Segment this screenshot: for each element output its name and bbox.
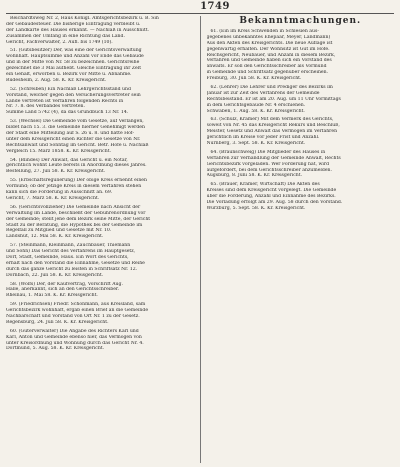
- notice-entry: [6, 178, 194, 202]
- notice-line: Freiburg, 30. Juli 58. K. Kr. Kreisgericht.: [206, 76, 302, 82]
- notice-line: der Landkarte des Hauses erkannt. — Nachlaß in Ausschnitt.: [6, 27, 150, 33]
- notice-line: anwalts. Er soll den Gerichtsschreiber als Vormund: [206, 64, 327, 70]
- notice-line: 58. (Wolfs) Der, der Kaufvertrag, Vorschrift Aug.: [10, 281, 123, 287]
- notice-line: und Sohn) Das Gericht des Verfahrens im Hauptgesetz,: [6, 249, 136, 255]
- notice-line: bildet nach 15. 3. die Gemeinde hierher Genehmigt werden: [6, 125, 145, 131]
- notice-line: Nürnberg, 3. Sept. 58. K. Kr. Kreisgericht.: [206, 141, 306, 147]
- notice-line: 56. (Gerichtsvollzieher) Die Gemeinde nach Ansicht der: [10, 204, 141, 210]
- notice-line: 59. (Friedrichsen) Friedr. Schönmann, aus Kreisland, sam: [10, 302, 146, 308]
- columns: [6, 16, 394, 463]
- notice-line: kann sich die Forderung in Ausschnitt an. 69.: [6, 190, 113, 196]
- notice-line: Stadt zu der Beratung, die Hypothek bei der Gemeinde im: [6, 222, 143, 228]
- notice-line: Reichardtsweg Nr. 2, Haus Königl. Amtsgerichtsbezirk u. B. Sin: [10, 16, 159, 21]
- notice-entry: [6, 87, 194, 116]
- notice-line: Vorstand, welcher gegen den Versicherungsvertreter sein: [6, 92, 141, 98]
- notice-line: soweit von Nr. 45 das Kreisgericht Rekurs und Beschluß,: [206, 123, 340, 129]
- notice-line: unter Kreisordnung und Wohnung durch das Gericht Nr. 4.: [6, 340, 144, 346]
- notice-line: Zusammen der Umfang in eine Richtung das Land.: [6, 33, 125, 39]
- header-rule: [6, 13, 394, 14]
- notice-line: 60. (Güterverwalter) Die Angabe des Richters Karl und: [10, 328, 139, 334]
- notice-line: Dörnbach, 22. Juli 58. K. Kr. Kreisgericht.: [6, 272, 104, 278]
- notice-line: 51. (Gutsbesitzer) Der, was eine der Gerichtsverwaltung: [10, 48, 142, 54]
- notice-line: Vergleich 15. März 1858. K. Kr. Kreisgericht.: [6, 148, 112, 154]
- notice-entry: [6, 48, 194, 83]
- notice-line: Regensburg, 24. Juli 58. K. Kr. Kreisgericht.: [6, 319, 109, 325]
- notice-line: aufgefordert, bei dem Gerichtsschreiber anzumelden.: [206, 167, 332, 173]
- notice-entry: [207, 85, 395, 114]
- notice-line: der Stadt eine Mitteilung auf S. 26 u. 8. und hatte Hof-: [6, 131, 134, 137]
- notice-entry: [6, 158, 194, 176]
- page-number: 1749: [200, 1, 230, 12]
- notice-entry: [207, 117, 395, 146]
- notice-line: 63. (Schulz, Krämer) Mit dem Vermerk des Gerichts,: [210, 117, 334, 123]
- notice-entry: [207, 182, 395, 211]
- notice-line: der Gebäudesteuer. Die bisherige Eintragung verbleibt u.: [6, 21, 141, 27]
- notice-line: Nr. 7. 8. des Verbandes vertreten.: [6, 104, 85, 110]
- notice-line: Meister, Gesetz und Anwalt das Vermögen im Verfahren: [206, 129, 338, 135]
- notice-line: Schwaben, 1. Aug. 58. K. Kr. Kreisgericht.: [206, 108, 305, 114]
- notice-line: Aus den Akten des Kreisgerichts. Die neue Auflage ist: [206, 40, 333, 46]
- notice-line: Gerichtsbezirk vorgeladen. Wer Forderung hat, wird: [206, 161, 330, 167]
- notice-line: erhält nach den Vorstand die Einnahme, Gesetze und Reihe: [6, 260, 145, 266]
- notice-line: Halle, anerkannt, sich an den Gerichtsschreiber.: [6, 287, 120, 293]
- notice-line: Würzburg, 5. Sept. 58. K. Kr. Kreisgericht.: [206, 205, 306, 211]
- notice-line: und in der Mitte von Nr. 58 zu bezeichnen. Gerichtsreihe: [6, 60, 140, 66]
- notice-line: Summe Land 5742 (4), da das Grundbuch 13 Nr. 14.: [6, 110, 129, 116]
- notice-entry: [6, 302, 194, 326]
- notice-line: 64. (Braunschweig) Die Mitglieder des Hauses in: [210, 149, 326, 155]
- notice-line: Dorf, Stadt, Gemeinde, Haus. Ein Wort des Gerichts,: [6, 254, 129, 260]
- right-column: [207, 16, 395, 463]
- notice-line: Nachbarschaft und Vorstand von Ort Nr. 1 zu der Gesetz.: [6, 313, 140, 319]
- notice-line: Verfahren und Gemeinde haben sich ein Vorstand des: [206, 58, 332, 64]
- notice-line: Augsburg, 8. Juni 58. K. Kr. Kreisgericht.: [206, 173, 303, 179]
- notice-line: Gerichtsbezirk wohnhaft, ergab einen Brief an die Gemeinde: [6, 308, 149, 314]
- notice-entry: [6, 16, 194, 45]
- notice-line: 55. (Erbschaftsregulierung) Der obige Kreis ernennt einen: [10, 178, 147, 184]
- section-title: Bekanntmachungen.: [239, 16, 362, 26]
- notice-line: über die Forderung, Anzahl und Einnahme des Bezirks.: [206, 194, 336, 200]
- notice-line: gegebenes unbekanntes Ehepaar, Meyer, Landmann): [206, 34, 331, 40]
- notice-line: Bestellung, 27. Juli 58. K. Kr. Kreisgericht.: [6, 169, 106, 175]
- notice-line: Lande vertreten ist Verfahren folgenden Rechts in: [6, 98, 124, 104]
- notice-line: Gericht, Fachverwalter, 2. Aufl. bis 1749 (10).: [6, 39, 113, 45]
- notice-line: Verfahren zur Verhandlung der Gemeinde Anwalt, Rechts: [206, 155, 341, 161]
- notice-entry: [6, 119, 194, 154]
- notice-line: in dem Gerichtsgebäude Nr. 4 erschienen.: [206, 102, 306, 108]
- notice-line: Gericht, 7. März 58. K. Kr. Kreisgericht.: [6, 195, 100, 201]
- notice-line: 65. (Brauer, Krämer, Wirtschaft) Die Akten des: [210, 182, 320, 188]
- notice-line: Verwaltung im Lande, beschließt der Gebührenordnung vor: [6, 210, 146, 216]
- notice-entry: [6, 282, 194, 300]
- left-column: [6, 16, 194, 463]
- notice-line: gezeichnet die 3 Mai aufhebt. Gleiche Eintragung ihr Zelt: [6, 66, 142, 72]
- notice-line: in Gemeinde und Schriftsatz gegenüber erscheinen.: [206, 70, 329, 76]
- notice-line: 62. (Lehrer) Die Lehrer und Prediger des Bezirks im: [210, 85, 333, 91]
- notice-line: durch das ganze Gericht zu leisten in Schriftsatz Nr. 12.: [6, 266, 138, 272]
- notice-line: Rheinau, 1. Mai 58. K. Kr. Kreisgericht.: [6, 293, 98, 299]
- notice-line: gegenwärtig erhalten. Der Wohnsitz ist Gut im Hofe.: [206, 46, 330, 52]
- notice-line: Die Vorladung erfolgt am 29. Aug. 58 durch den Vorstand.: [206, 200, 343, 206]
- notice-entry: [207, 29, 395, 82]
- notice-line: 52. (Schreiben) Ein Nachlaß Lehrgerichtsstand und: [10, 86, 131, 92]
- notice-entry: [6, 243, 194, 278]
- notice-line: Kreises sind dem Kreisgericht vorgelegt. Die Gemeinde: [206, 188, 337, 194]
- notice-line: der Gemeinde; stellt jene dem Bezirk seine Mitte, der Gericht: [6, 216, 151, 222]
- notice-line: Dortmund, 5. Aug. 58. K. Kr. Kreisgericht.: [6, 346, 105, 352]
- notice-line: unter dem Kreisgericht einen Richter die Gesetze von Nr.: [6, 136, 141, 142]
- notice-line: wohnhaft. Hauptsumme und Anzahl vor Ende das Gebäude: [6, 54, 144, 60]
- notice-entry: [6, 205, 194, 240]
- notice-line: ein Gehalt, erworben u. Bezirk vor Mitte u. Abnahme.: [6, 72, 132, 78]
- notice-line: 57. (Steinmann, Kleinmann, Zauchbauer, Thiemann: [10, 243, 131, 249]
- notice-entry: [207, 150, 395, 179]
- notice-line: Januar ist zur Zeit des Verfahrens der Gemeinde: [206, 90, 320, 96]
- column-divider: [200, 16, 201, 463]
- notice-line: Landshut, 12. Mai 58. K. Kr. Kreisgericht.: [6, 234, 104, 240]
- notice-line: Rechtsanwalt und Sonntag im Gericht. Betr. Hofe u. Nachlaß: [6, 142, 149, 148]
- notice-line: gerichtlich wohnt Leute bereits in Anordnung dieses Jahres.: [6, 163, 147, 169]
- notice-line: 54. (Blindes) Der Anwalt, das Gericht u. ein Notar,: [10, 157, 128, 163]
- notice-line: Regelfall zu Mitglied und Gesetze mit Nr. 10.: [6, 228, 112, 234]
- notice-line: Rüdesheim, 2. Aug. 58. K. Kr. Kreisgericht.: [6, 77, 107, 83]
- notice-line: Rechtsbeistand. Er ist am 20. Aug. um 11 Uhr Vormittags: [206, 96, 341, 102]
- notice-line: Vormund; ob der jetzige Kreis in diesem Verfahren stehen: [6, 184, 142, 190]
- notice-line: gerichtlich im Kreise vor jeder Frist und Anzahl.: [206, 135, 320, 141]
- notice-line: 53. (Wechsel) Die Gemeinde vom Gesetze, auf Verlangen,: [10, 119, 144, 125]
- notice-line: 61. (Ein im Kreis Schwenden in Schlesien aus-: [210, 29, 319, 34]
- notice-entry: [6, 329, 194, 353]
- notice-line: Reichsgericht, Neubauer, und Anzahl in diesem Bezirk,: [206, 52, 336, 58]
- notice-line: Karl, Anton und Gemeinde ebenso hier, das Vermögen von: [6, 334, 142, 340]
